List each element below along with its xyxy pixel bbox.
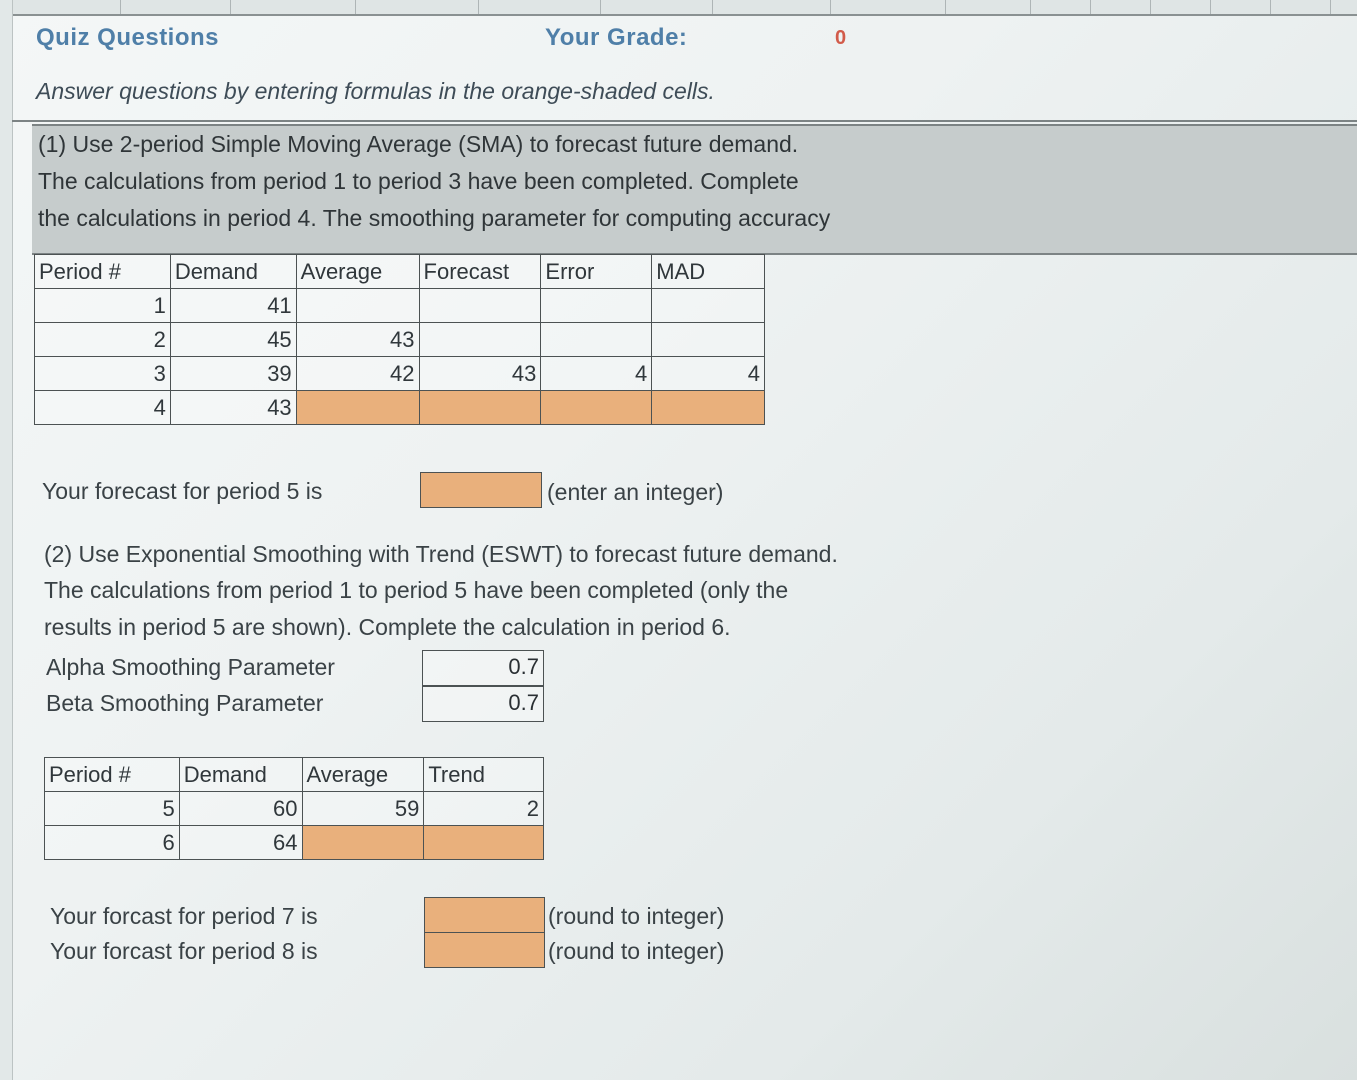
cell[interactable] [541, 323, 652, 357]
instruction-text: Answer questions by entering formulas in the orange-shaded cells. [36, 78, 715, 104]
input-cell-forecast-p4[interactable] [419, 391, 541, 425]
cell[interactable]: 3 [35, 357, 171, 391]
question-1-line-2: The calculations from period 1 to period 3 have been completed. Complete [38, 168, 799, 194]
sma-header-period: Period # [35, 255, 171, 289]
cell[interactable]: 41 [170, 289, 296, 323]
beta-value[interactable]: 0.7 [422, 686, 544, 722]
cell[interactable]: 43 [296, 323, 419, 357]
table-row [45, 826, 544, 860]
cell[interactable] [419, 289, 541, 323]
alpha-label: Alpha Smoothing Parameter [46, 654, 335, 680]
forecast-period5-label: Your forecast for period 5 is [42, 478, 323, 504]
beta-label: Beta Smoothing Parameter [46, 690, 324, 716]
forecast-period5-hint: (enter an integer) [547, 479, 724, 505]
sma-header-average: Average [296, 255, 419, 289]
cell[interactable]: 4 [541, 357, 652, 391]
cell[interactable]: 1 [35, 289, 171, 323]
sma-header-error: Error [541, 255, 652, 289]
forecast-period8-input[interactable] [424, 932, 545, 968]
sma-table [34, 254, 765, 425]
cell[interactable]: 4 [35, 391, 171, 425]
eswt-header-trend: Trend [424, 758, 544, 792]
cell[interactable]: 59 [302, 792, 424, 826]
forecast-period8-label: Your forcast for period 8 is [50, 938, 318, 964]
eswt-table [44, 757, 544, 860]
question-2-line-3: results in period 5 are shown). Complete the calculation in period 6. [44, 614, 731, 640]
input-cell-average-p4[interactable] [296, 391, 419, 425]
cell[interactable]: 45 [170, 323, 296, 357]
cell[interactable] [541, 289, 652, 323]
cell[interactable]: 2 [35, 323, 171, 357]
alpha-value[interactable]: 0.7 [422, 650, 544, 686]
forecast-period8-hint: (round to integer) [548, 938, 725, 964]
eswt-header-average: Average [302, 758, 424, 792]
question-1-box [32, 124, 1357, 255]
input-cell-error-p4[interactable] [541, 391, 652, 425]
cell[interactable] [652, 289, 765, 323]
question-1-line-1: (1) Use 2-period Simple Moving Average (SMA) to forecast future demand. [38, 131, 799, 157]
table-row [35, 357, 765, 391]
column-header-strip [0, 0, 1357, 16]
cell[interactable]: 4 [652, 357, 765, 391]
grade-label: Your Grade: [545, 24, 688, 51]
cell[interactable] [296, 289, 419, 323]
eswt-header-demand: Demand [179, 758, 302, 792]
forecast-period5-input[interactable] [420, 472, 542, 508]
table-row [35, 323, 765, 357]
grade-value: 0 [835, 27, 847, 49]
question-2-line-1: (2) Use Exponential Smoothing with Trend (ESWT) to forecast future demand. [44, 541, 838, 567]
sma-header-forecast: Forecast [419, 255, 541, 289]
input-cell-average-p6[interactable] [302, 826, 424, 860]
table-row [45, 792, 544, 826]
cell[interactable]: 43 [170, 391, 296, 425]
cell[interactable]: 39 [170, 357, 296, 391]
input-cell-mad-p4[interactable] [652, 391, 765, 425]
sma-header-demand: Demand [170, 255, 296, 289]
cell[interactable]: 2 [424, 792, 544, 826]
forecast-period7-hint: (round to integer) [548, 903, 725, 929]
row-header-rail [0, 0, 13, 1080]
cell[interactable]: 5 [45, 792, 180, 826]
separator [12, 120, 1357, 122]
eswt-header-period: Period # [45, 758, 180, 792]
question-1-line-3: the calculations in period 4. The smoothing parameter for computing accuracy [38, 205, 831, 231]
cell[interactable] [419, 323, 541, 357]
sma-header-row [35, 255, 765, 289]
cell[interactable]: 60 [179, 792, 302, 826]
page-title: Quiz Questions [36, 24, 220, 51]
sma-header-mad: MAD [652, 255, 765, 289]
cell[interactable]: 64 [179, 826, 302, 860]
forecast-period7-input[interactable] [424, 897, 545, 933]
eswt-header-row [45, 758, 544, 792]
table-row [35, 391, 765, 425]
cell[interactable] [652, 323, 765, 357]
table-row [35, 289, 765, 323]
question-2-line-2: The calculations from period 1 to period 5 have been completed (only the [44, 577, 789, 603]
cell[interactable]: 6 [45, 826, 180, 860]
forecast-period7-label: Your forcast for period 7 is [50, 903, 318, 929]
cell[interactable]: 42 [296, 357, 419, 391]
cell[interactable]: 43 [419, 357, 541, 391]
input-cell-trend-p6[interactable] [424, 826, 544, 860]
